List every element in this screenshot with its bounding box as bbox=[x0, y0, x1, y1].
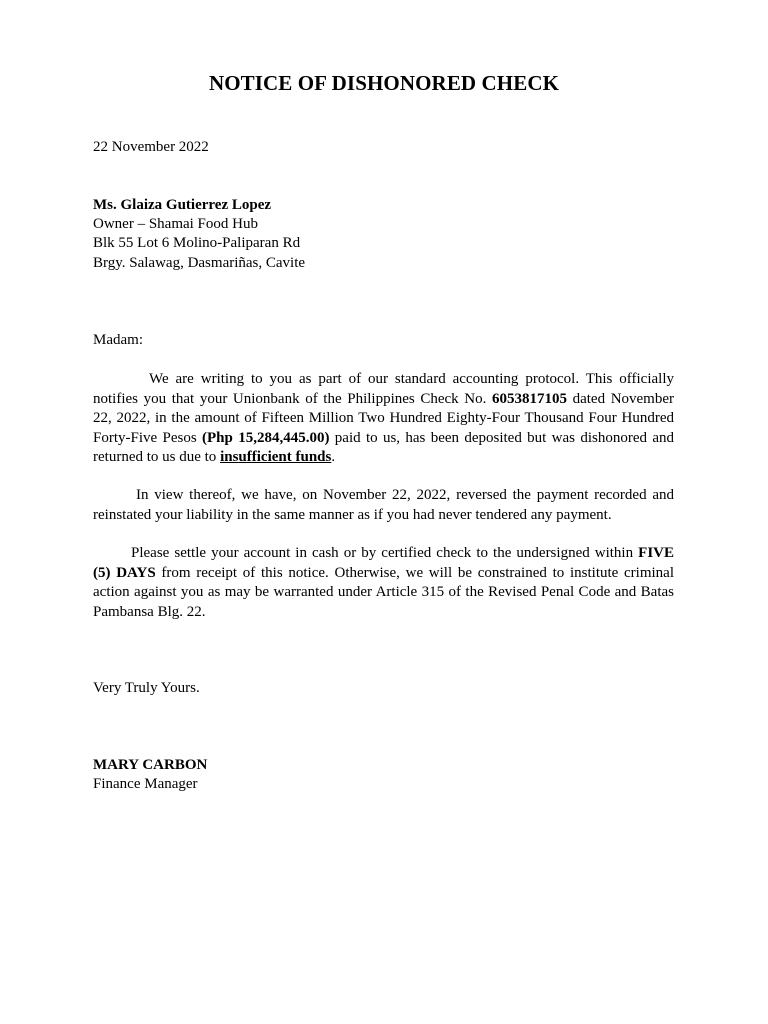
closing: Very Truly Yours. bbox=[93, 680, 200, 696]
recipient-name: Ms. Glaiza Gutierrez Lopez bbox=[93, 197, 272, 213]
document-title: NOTICE OF DISHONORED CHECK bbox=[208, 71, 560, 95]
paragraph-notice-text-1: We are writing to you as part of our standard accounting protocol. This officially notifies you that your Unionbank of the Philippines Check No. bbox=[93, 371, 674, 407]
payment-deadline: FIVE (5) DAYS bbox=[93, 545, 674, 581]
signatory-name: MARY CARBON bbox=[93, 757, 208, 773]
paragraph-notice-text-2: dated November 22, 2022, in the amount of Fifteen Million Two Hundred Eighty-Four Thousand Four Hundred Forty-Five Pesos bbox=[93, 390, 674, 446]
paragraph-notice-text-4: . bbox=[331, 449, 336, 465]
letter-date: 22 November 2022 bbox=[93, 139, 209, 155]
paragraph-demand bbox=[93, 544, 674, 622]
dishonor-reason: insufficient funds bbox=[220, 449, 332, 465]
paragraph-notice bbox=[93, 370, 674, 468]
recipient-position: Owner – Shamai Food Hub bbox=[93, 216, 258, 232]
paragraph-reversal: In view thereof, we have, on November 22, 2022, reversed the payment recorded and reinstated your liability in the same manner as if you had never tendered any payment. bbox=[93, 487, 674, 523]
paragraph-demand-text-2: from receipt of this notice. Otherwise, we will be constrained to institute criminal action against you as may be warranted under Article 315 of the Revised Penal Code and Batas Pambansa Blg. 22. bbox=[93, 564, 675, 620]
check-amount: (Php 15,284,445.00) bbox=[202, 429, 330, 446]
signatory-title: Finance Manager bbox=[93, 776, 198, 792]
salutation: Madam: bbox=[93, 332, 143, 348]
recipient-address-line2: Brgy. Salawag, Dasmariñas, Cavite bbox=[93, 255, 306, 271]
check-number: 6053817105 bbox=[491, 390, 567, 407]
recipient-address-line1: Blk 55 Lot 6 Molino-Paliparan Rd bbox=[93, 235, 301, 251]
paragraph-notice-text-3: paid to us, has been deposited but was dishonored and returned to us due to bbox=[93, 429, 674, 465]
paragraph-demand-text-1: Please settle your account in cash or by certified check to the undersigned within bbox=[131, 545, 639, 561]
